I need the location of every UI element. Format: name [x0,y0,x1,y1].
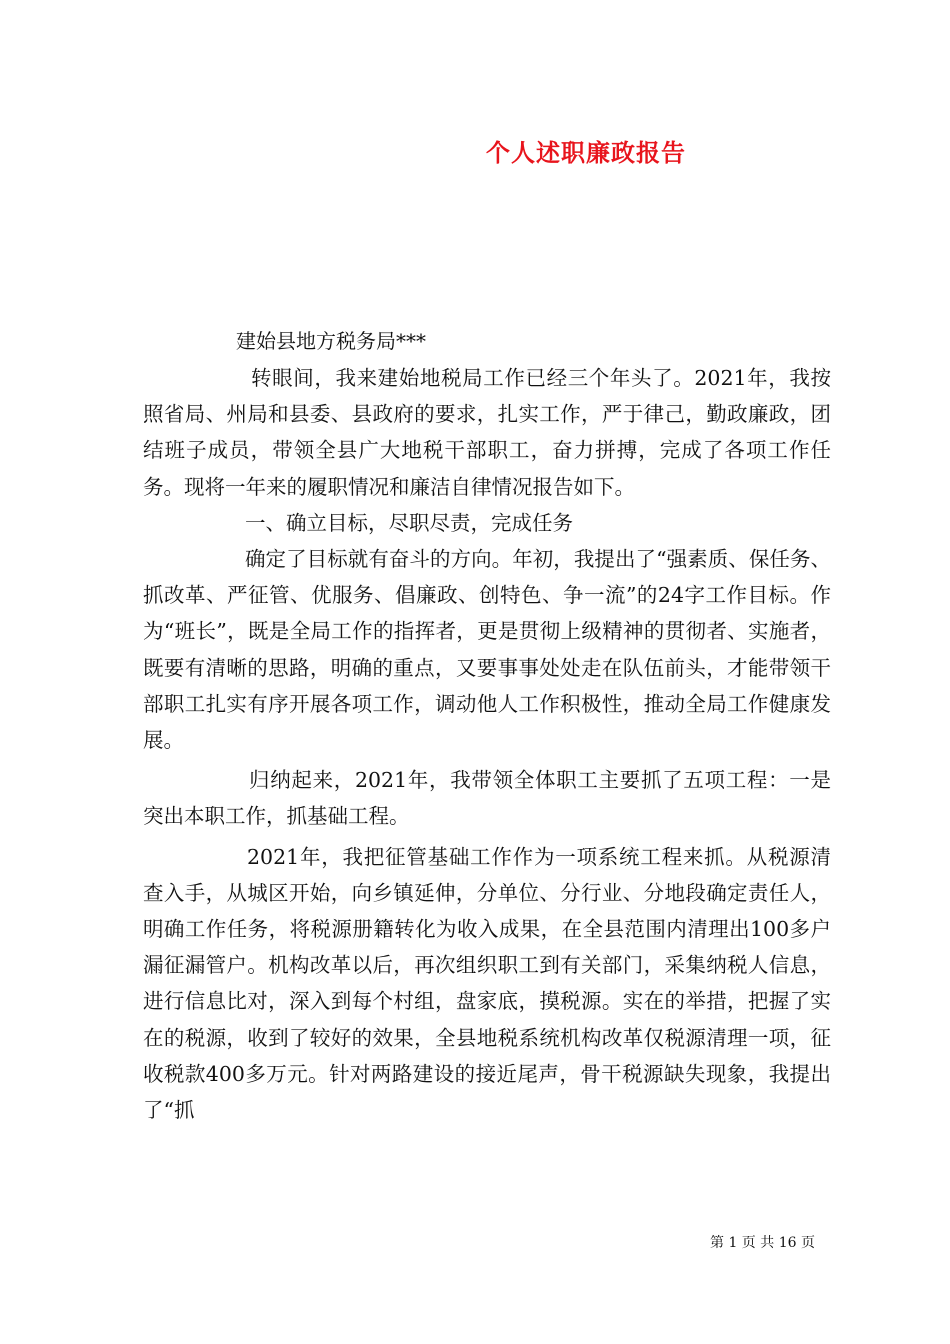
author-line: 建始县地方税务局*** [236,329,426,353]
document-title: 个人述职廉政报告 [486,138,686,167]
paragraph-foundation: 2021年，我把征管基础工作作为一项系统工程来抓。从税源清查入手，从城区开始，向乡镇延伸，分单位、分行业、分地段确定责任人，明确工作任务，将税源册籍转化为收入成果，在全县范围内清理出100多户漏征漏管户。机构改革以后，再次组织职工到有关部门，采集纳税人信息，进行信息比对，深入到每个村组，盘家底，摸税源。实在的举措，把握了实在的税源，收到了较好的效果，全县地税系统机构改革仅税源清理一项，征收税款400多万元。针对两路建设的接近尾声，骨干税源缺失现象，我提出了“抓 [143,844,831,1123]
document-body [143,360,831,1128]
paragraph-intro: 转眼间，我来建始地税局工作已经三个年头了。2021年，我按照省局、州局和县委、县政府的要求，扎实工作，严于律己，勤政廉政，团结班子成员，带领全县广大地税干部职工，奋力拼搏，完成了各项工作任务。现将一年来的履职情况和廉洁自律情况报告如下。 [143,366,831,499]
paragraph-summary: 归纳起来，2021年，我带领全体职工主要抓了五项工程：一是突出本职工作，抓基础工程。 [143,768,831,829]
paragraph-goals: 确定了目标就有奋斗的方向。年初，我提出了“强素质、保任务、抓改革、严征管、优服务、倡廉政、创特色、争一流”的24字工作目标。作为“班长”，既是全局工作的指挥者，更是贯彻上级精神的贯彻者、实施者，既要有清晰的思路，明确的重点，又要事事处处走在队伍前头，才能带领干部职工扎实有序开展各项工作，调动他人工作积极性，推动全局工作健康发展。 [143,547,831,753]
page-footer: 第 1 页 共 16 页 [710,1235,815,1251]
section-heading-1: 一、确立目标，尽职尽责，完成任务 [245,510,573,535]
